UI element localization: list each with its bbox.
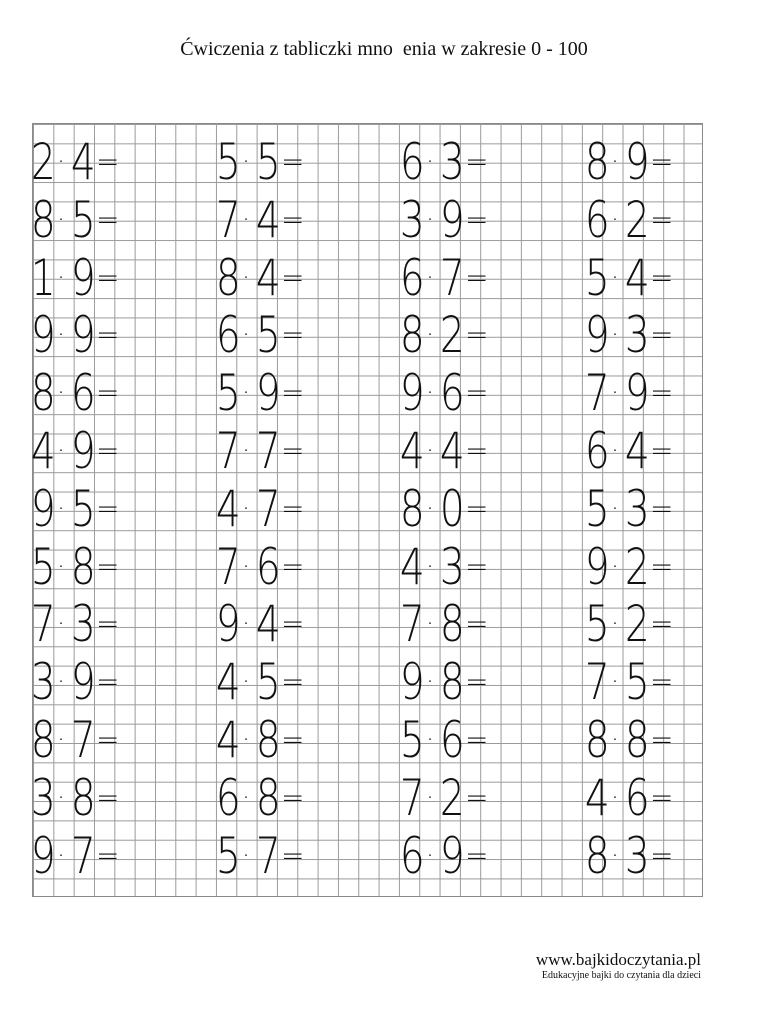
equals-sign: =	[650, 780, 674, 814]
multiply-sign: ·	[425, 147, 435, 177]
equals-sign: =	[96, 838, 120, 872]
equals-sign: =	[281, 260, 305, 294]
multiplication-problem	[397, 190, 489, 249]
factor-a: 8	[399, 306, 425, 365]
factor-a: 7	[399, 595, 425, 654]
factor-b: 5	[70, 479, 96, 538]
equals-sign: =	[650, 202, 674, 236]
factor-b: 5	[624, 653, 650, 712]
factor-a: 6	[584, 422, 610, 480]
factor-a: 1	[30, 248, 56, 307]
multiply-sign: ·	[56, 609, 66, 640]
multiply-sign: ·	[425, 840, 435, 871]
factor-b: 7	[255, 422, 281, 480]
multiply-sign: ·	[56, 262, 66, 293]
equals-sign: =	[281, 665, 305, 699]
factor-b: 3	[439, 537, 465, 596]
equals-sign: =	[96, 665, 120, 699]
factor-a: 7	[399, 768, 425, 827]
equals-sign: =	[96, 607, 120, 641]
multiplication-problem	[582, 653, 674, 712]
factor-a: 5	[584, 479, 610, 538]
multiplication-problem	[213, 537, 305, 596]
equals-sign: =	[465, 549, 489, 583]
factor-a: 4	[215, 479, 241, 538]
multiplication-problem	[397, 479, 489, 538]
factor-a: 5	[30, 537, 56, 596]
factor-b: 5	[255, 653, 281, 712]
multiplication-problem	[582, 768, 674, 827]
factor-a: 3	[30, 768, 56, 827]
equals-sign: =	[465, 145, 489, 178]
factor-a: 6	[399, 826, 425, 885]
multiplication-problem	[28, 537, 120, 596]
equals-sign: =	[465, 318, 489, 352]
multiplication-problem	[213, 422, 305, 480]
factor-b: 7	[439, 248, 465, 307]
factor-b: 6	[439, 711, 465, 769]
factor-a: 8	[30, 190, 56, 249]
equals-sign: =	[650, 145, 674, 178]
equals-sign: =	[465, 434, 489, 467]
factor-b: 5	[255, 133, 281, 191]
multiplication-problem	[397, 711, 489, 769]
multiplication-problem	[213, 826, 305, 885]
multiply-sign: ·	[425, 725, 435, 755]
equals-sign: =	[650, 434, 674, 467]
multiplication-problem	[582, 826, 674, 885]
factor-b: 9	[70, 306, 96, 365]
equals-sign: =	[96, 434, 120, 467]
factor-a: 4	[30, 422, 56, 480]
multiplication-problem	[582, 711, 674, 769]
factor-b: 9	[439, 190, 465, 249]
equals-sign: =	[465, 723, 489, 756]
factor-a: 9	[215, 595, 241, 654]
multiply-sign: ·	[241, 204, 251, 235]
multiplication-problem	[582, 248, 674, 307]
factor-b: 2	[624, 537, 650, 596]
multiplication-problem	[582, 479, 674, 538]
equals-sign: =	[650, 723, 674, 756]
factor-a: 6	[399, 133, 425, 191]
factor-a: 8	[215, 248, 241, 307]
factor-b: 3	[70, 595, 96, 654]
equals-sign: =	[650, 318, 674, 352]
factor-a: 3	[30, 653, 56, 712]
multiply-sign: ·	[241, 493, 251, 524]
multiplication-problem	[28, 711, 120, 769]
multiply-sign: ·	[425, 782, 435, 813]
multiply-sign: ·	[425, 609, 435, 640]
factor-b: 8	[255, 711, 281, 769]
multiplication-problem	[213, 595, 305, 654]
multiply-sign: ·	[241, 782, 251, 813]
multiplication-problem	[213, 711, 305, 769]
multiply-sign: ·	[56, 378, 66, 409]
factor-a: 7	[30, 595, 56, 654]
factor-b: 4	[255, 595, 281, 654]
factor-b: 3	[439, 133, 465, 191]
multiplication-problem	[28, 595, 120, 654]
factor-b: 3	[624, 826, 650, 885]
multiplication-problem	[582, 422, 674, 480]
multiply-sign: ·	[425, 204, 435, 235]
factor-a: 9	[30, 826, 56, 885]
factor-b: 7	[255, 826, 281, 885]
factor-b: 9	[439, 826, 465, 885]
multiplication-problem	[397, 248, 489, 307]
factor-b: 4	[70, 133, 96, 191]
multiply-sign: ·	[610, 378, 620, 409]
factor-a: 6	[584, 190, 610, 249]
factor-a: 3	[399, 190, 425, 249]
equals-sign: =	[281, 202, 305, 236]
multiply-sign: ·	[610, 782, 620, 813]
factor-b: 3	[624, 306, 650, 365]
factor-b: 4	[255, 248, 281, 307]
factor-a: 6	[399, 248, 425, 307]
equals-sign: =	[281, 607, 305, 641]
multiply-sign: ·	[425, 436, 435, 466]
factor-a: 7	[215, 537, 241, 596]
multiply-sign: ·	[56, 667, 66, 698]
equals-sign: =	[650, 260, 674, 294]
multiplication-problem	[28, 248, 120, 307]
equals-sign: =	[281, 434, 305, 467]
factor-a: 9	[30, 306, 56, 365]
factor-b: 2	[439, 306, 465, 365]
factor-b: 9	[624, 364, 650, 423]
footer-url: www.bajkidoczytania.pl	[535, 950, 701, 969]
multiply-sign: ·	[610, 609, 620, 640]
multiplication-problem	[397, 422, 489, 480]
multiplication-problem	[397, 364, 489, 423]
multiply-sign: ·	[56, 320, 66, 351]
factor-b: 9	[255, 364, 281, 423]
multiply-sign: ·	[241, 551, 251, 582]
factor-a: 8	[584, 133, 610, 191]
multiply-sign: ·	[56, 725, 66, 755]
factor-b: 8	[70, 768, 96, 827]
multiply-sign: ·	[610, 725, 620, 755]
factor-a: 9	[30, 479, 56, 538]
multiply-sign: ·	[610, 840, 620, 871]
factor-a: 9	[399, 364, 425, 423]
multiplication-problem	[582, 306, 674, 365]
factor-a: 4	[584, 768, 610, 827]
multiplication-problem	[28, 306, 120, 365]
factor-a: 8	[30, 364, 56, 423]
multiply-sign: ·	[56, 493, 66, 524]
factor-a: 9	[399, 653, 425, 712]
equals-sign: =	[281, 376, 305, 410]
multiply-sign: ·	[56, 436, 66, 466]
factor-b: 6	[624, 768, 650, 827]
multiplication-problem	[397, 653, 489, 712]
multiply-sign: ·	[56, 204, 66, 235]
factor-b: 8	[439, 595, 465, 654]
multiplication-problem	[397, 826, 489, 885]
factor-b: 8	[439, 653, 465, 712]
equals-sign: =	[465, 491, 489, 525]
equals-sign: =	[96, 318, 120, 352]
multiply-sign: ·	[56, 782, 66, 813]
factor-b: 8	[70, 537, 96, 596]
factor-a: 4	[399, 422, 425, 480]
multiplication-problem	[582, 537, 674, 596]
equals-sign: =	[96, 260, 120, 294]
factor-a: 6	[215, 306, 241, 365]
factor-b: 9	[70, 248, 96, 307]
multiplication-problem	[28, 826, 120, 885]
equals-sign: =	[650, 838, 674, 872]
factor-b: 9	[624, 133, 650, 191]
multiplication-problem	[213, 653, 305, 712]
factor-a: 5	[584, 595, 610, 654]
equals-sign: =	[465, 838, 489, 872]
factor-a: 9	[584, 306, 610, 365]
factor-a: 8	[584, 826, 610, 885]
multiply-sign: ·	[610, 667, 620, 698]
equals-sign: =	[281, 549, 305, 583]
multiply-sign: ·	[610, 551, 620, 582]
multiply-sign: ·	[610, 262, 620, 293]
factor-b: 6	[439, 364, 465, 423]
factor-b: 4	[439, 422, 465, 480]
multiplication-problem	[213, 190, 305, 249]
equals-sign: =	[281, 723, 305, 756]
factor-a: 7	[584, 364, 610, 423]
multiplication-problem	[213, 768, 305, 827]
factor-b: 2	[624, 595, 650, 654]
multiply-sign: ·	[610, 147, 620, 177]
multiplication-problem	[582, 364, 674, 423]
multiplication-problem	[397, 133, 489, 191]
multiplication-problem	[397, 537, 489, 596]
multiply-sign: ·	[56, 551, 66, 582]
equals-sign: =	[465, 665, 489, 699]
equals-sign: =	[465, 780, 489, 814]
multiplication-problem	[28, 190, 120, 249]
equals-sign: =	[96, 491, 120, 525]
multiplication-problem	[582, 595, 674, 654]
multiply-sign: ·	[241, 725, 251, 755]
equals-sign: =	[650, 376, 674, 410]
multiply-sign: ·	[241, 378, 251, 409]
equals-sign: =	[96, 202, 120, 236]
factor-a: 7	[215, 190, 241, 249]
factor-b: 0	[439, 479, 465, 538]
equals-sign: =	[96, 549, 120, 583]
factor-a: 4	[215, 711, 241, 769]
factor-a: 8	[399, 479, 425, 538]
equals-sign: =	[96, 780, 120, 814]
factor-a: 7	[215, 422, 241, 480]
multiply-sign: ·	[425, 667, 435, 698]
multiply-sign: ·	[56, 840, 66, 871]
equals-sign: =	[465, 607, 489, 641]
page-title: Ćwiczenia z tabliczki mno enia w zakresie 0 - 100	[180, 38, 588, 60]
equals-sign: =	[465, 376, 489, 410]
multiplication-problem	[213, 479, 305, 538]
factor-a: 5	[215, 826, 241, 885]
factor-b: 4	[255, 190, 281, 249]
equals-sign: =	[650, 491, 674, 525]
multiplication-problem	[213, 364, 305, 423]
factor-b: 5	[70, 190, 96, 249]
multiplication-problem	[582, 190, 674, 249]
factor-a: 5	[399, 711, 425, 769]
multiplication-problem	[28, 653, 120, 712]
footer	[536, 950, 701, 982]
equals-sign: =	[465, 260, 489, 294]
multiplication-problems	[32, 123, 703, 897]
factor-a: 5	[584, 248, 610, 307]
multiplication-problem	[213, 133, 305, 191]
equals-sign: =	[281, 491, 305, 525]
factor-a: 5	[215, 364, 241, 423]
factor-b: 5	[255, 306, 281, 365]
equals-sign: =	[281, 318, 305, 352]
factor-b: 7	[70, 711, 96, 769]
factor-b: 2	[439, 768, 465, 827]
multiplication-problem	[397, 768, 489, 827]
multiply-sign: ·	[241, 436, 251, 466]
footer-tagline: Edukacyjne bajki do czytania dla dzieci	[541, 970, 701, 981]
multiply-sign: ·	[425, 493, 435, 524]
factor-b: 9	[70, 422, 96, 480]
equals-sign: =	[96, 145, 120, 178]
multiplication-problem	[28, 768, 120, 827]
equals-sign: =	[96, 376, 120, 410]
factor-a: 4	[215, 653, 241, 712]
multiplication-problem	[213, 248, 305, 307]
multiplication-problem	[28, 422, 120, 480]
equals-sign: =	[281, 780, 305, 814]
equals-sign: =	[650, 607, 674, 641]
multiply-sign: ·	[610, 493, 620, 524]
multiply-sign: ·	[241, 320, 251, 351]
multiply-sign: ·	[241, 840, 251, 871]
factor-b: 3	[624, 479, 650, 538]
multiplication-problem	[582, 133, 674, 191]
multiplication-problem	[397, 306, 489, 365]
multiply-sign: ·	[610, 204, 620, 235]
factor-b: 4	[624, 422, 650, 480]
multiply-sign: ·	[425, 378, 435, 409]
factor-a: 4	[399, 537, 425, 596]
factor-b: 8	[255, 768, 281, 827]
equals-sign: =	[96, 723, 120, 756]
factor-b: 7	[255, 479, 281, 538]
factor-a: 2	[30, 133, 56, 191]
equals-sign: =	[650, 549, 674, 583]
equals-sign: =	[281, 838, 305, 872]
factor-b: 2	[624, 190, 650, 249]
factor-a: 8	[30, 711, 56, 769]
multiplication-problem	[28, 479, 120, 538]
factor-a: 9	[584, 537, 610, 596]
factor-a: 5	[215, 133, 241, 191]
factor-b: 6	[255, 537, 281, 596]
factor-a: 7	[584, 653, 610, 712]
factor-b: 6	[70, 364, 96, 423]
multiply-sign: ·	[425, 320, 435, 351]
multiply-sign: ·	[241, 262, 251, 293]
multiply-sign: ·	[56, 147, 66, 177]
multiply-sign: ·	[241, 667, 251, 698]
factor-a: 8	[584, 711, 610, 769]
multiplication-problem	[28, 364, 120, 423]
factor-b: 8	[624, 711, 650, 769]
factor-b: 4	[624, 248, 650, 307]
factor-b: 7	[70, 826, 96, 885]
equals-sign: =	[650, 665, 674, 699]
multiplication-problem	[213, 306, 305, 365]
multiply-sign: ·	[425, 551, 435, 582]
multiply-sign: ·	[241, 147, 251, 177]
multiply-sign: ·	[425, 262, 435, 293]
multiplication-problem	[397, 595, 489, 654]
equals-sign: =	[465, 202, 489, 236]
equals-sign: =	[281, 145, 305, 178]
multiply-sign: ·	[610, 436, 620, 466]
multiply-sign: ·	[610, 320, 620, 351]
factor-a: 6	[215, 768, 241, 827]
multiplication-problem	[28, 133, 120, 191]
factor-b: 9	[70, 653, 96, 712]
multiply-sign: ·	[241, 609, 251, 640]
